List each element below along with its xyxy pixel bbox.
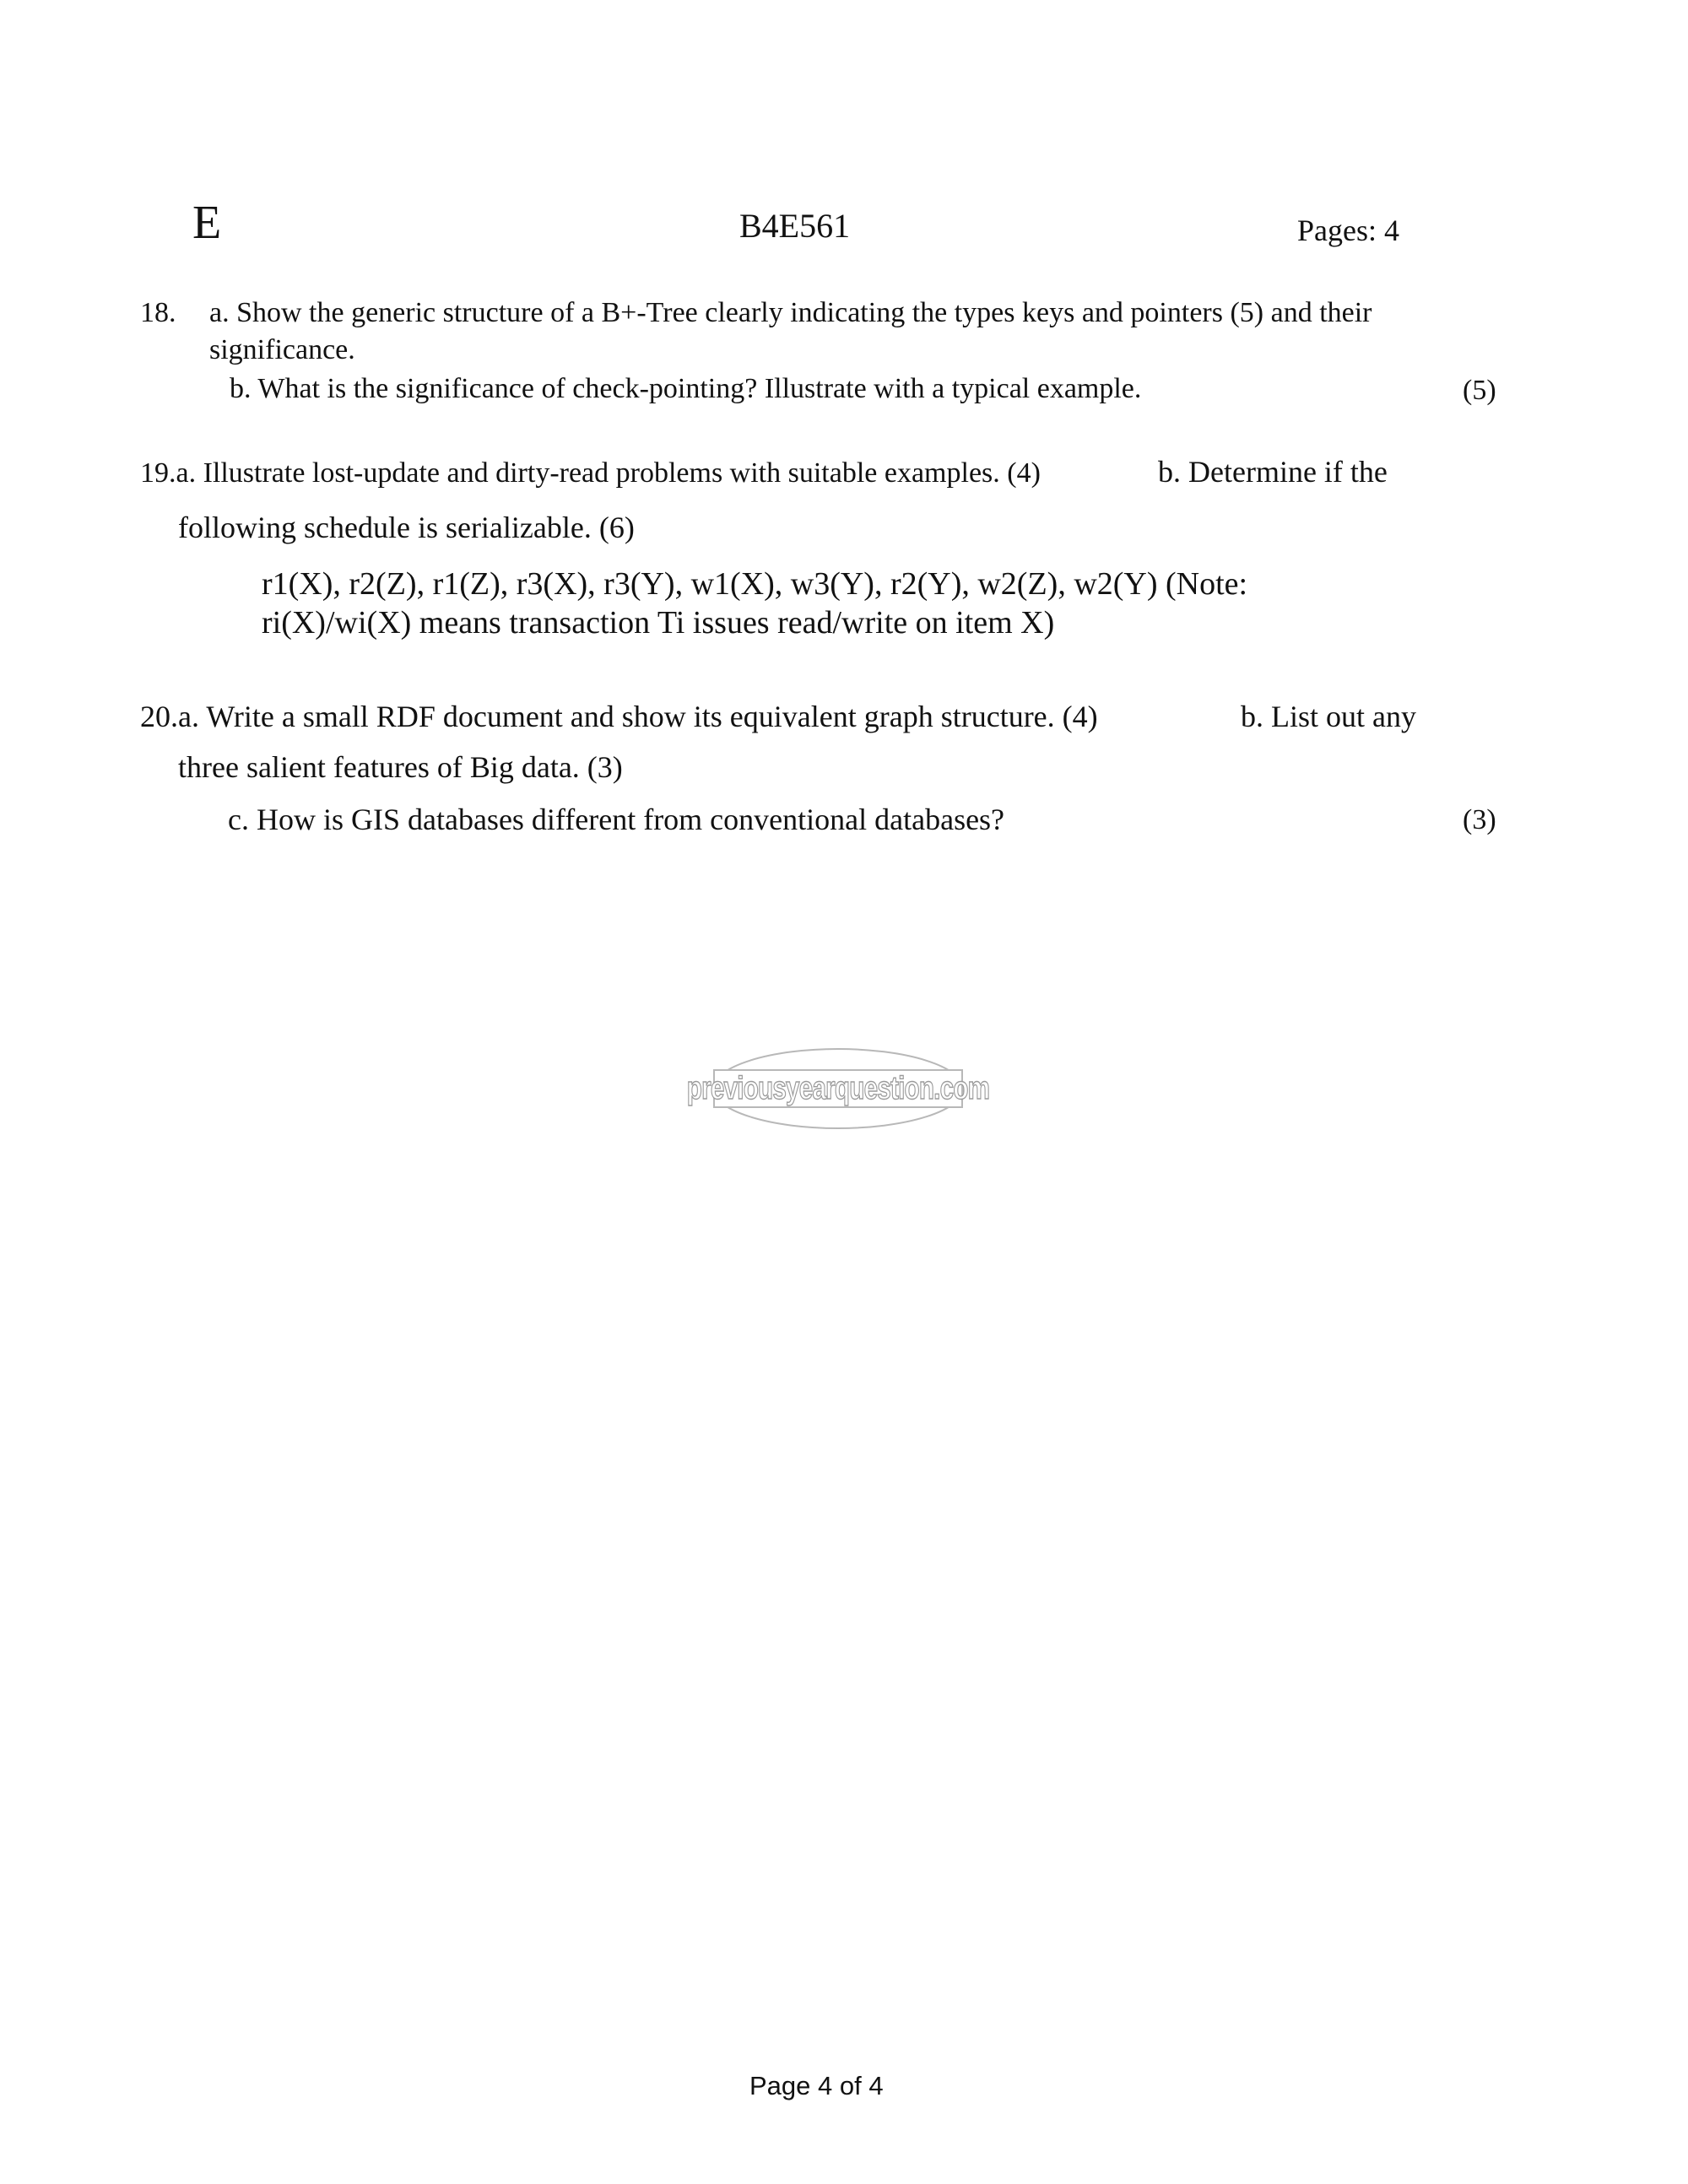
page-footer: Page 4 of 4 [749, 2071, 884, 2100]
question-text-line: three salient features of Big data. (3) [178, 750, 623, 784]
version-letter: E [192, 197, 222, 249]
question-text-line: b. Determine if the [1158, 455, 1388, 489]
question-text-line: 19.a. Illustrate lost-update and dirty-read problems with suitable examples. (4) [140, 457, 1041, 489]
watermark-text: previousyearquestion.com [686, 1070, 990, 1106]
schedule-line: ri(X)/wi(X) means transaction Ti issues read/write on item X) [262, 605, 1055, 641]
question-text-line: significance. [209, 334, 355, 365]
watermark-logo [686, 1046, 990, 1131]
question-number: 18. [140, 297, 176, 328]
question-text-line: c. How is GIS databases different from conventional databases? [228, 803, 1005, 836]
question-text-line: 20.a. Write a small RDF document and show its equivalent graph structure. (4) [140, 700, 1098, 733]
marks-label: (3) [1463, 804, 1496, 835]
question-text-line: b. List out any [1241, 700, 1416, 733]
paper-code: B4E561 [739, 207, 851, 245]
question-text-line: b. What is the significance of check-pointing? Illustrate with a typical example. [230, 373, 1142, 404]
page-count: Pages: 4 [1297, 214, 1399, 247]
question-text-line: following schedule is serializable. (6) [178, 511, 635, 544]
marks-label: (5) [1463, 375, 1496, 406]
question-text-line: a. Show the generic structure of a B+-Tree clearly indicating the types keys and pointers (5) and their [209, 297, 1372, 328]
schedule-line: r1(X), r2(Z), r1(Z), r3(X), r3(Y), w1(X), w3(Y), r2(Y), w2(Z), w2(Y) (Note: [262, 566, 1248, 602]
